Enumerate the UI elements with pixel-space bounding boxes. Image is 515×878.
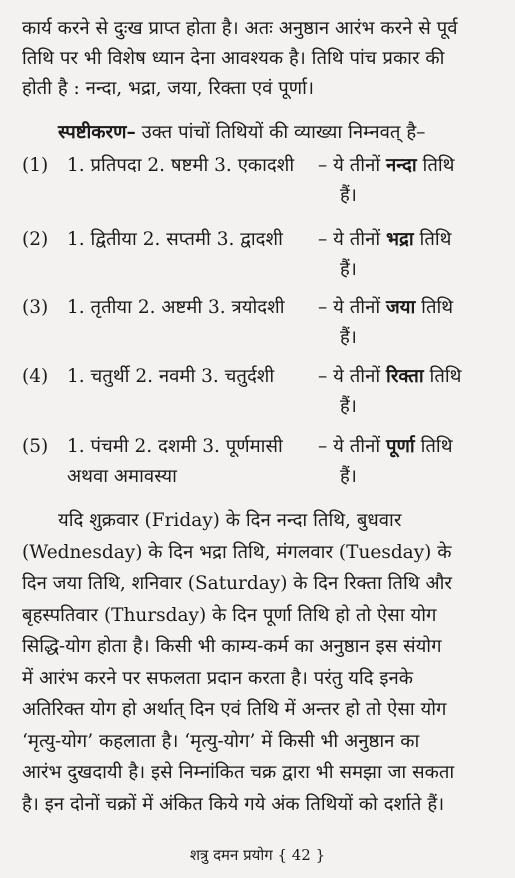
page-footer: शत्रु दमन प्रयोग { 42 } xyxy=(189,846,326,864)
body-paragraph xyxy=(22,505,496,820)
body-line: अतिरिक्त योग हो अर्थात् दिन एवं तिथि में अन्तर हो तो ऐसा योग xyxy=(22,699,447,720)
tithi-description-cont: हैं। xyxy=(340,327,357,348)
tithi-description-cont: हैं। xyxy=(340,185,357,206)
tithi-name: भद्रा xyxy=(386,229,414,250)
tithi-name: जया xyxy=(386,297,416,318)
clarification-term: स्पष्टीकरण– xyxy=(58,122,136,143)
clarification-text: उक्त पांचों तिथियों की व्याख्या निम्नवत् है– xyxy=(135,122,426,143)
tithi-description: – ये तीनों पूर्णा तिथि xyxy=(318,436,453,457)
body-line: है। इन दोनों चक्रों में अंकित किये गये अंक तिथियों को दर्शाते हैं। xyxy=(22,793,445,815)
tithi-list-cont: अथवा अमावस्या xyxy=(67,466,177,487)
tithi-description-cont: हैं। xyxy=(340,466,357,487)
intro-paragraph xyxy=(22,14,496,104)
intro-line: होती है : नन्दा, भद्रा, जया, रिक्ता एवं पूर्णा। xyxy=(22,78,314,99)
tithi-list: 1. प्रतिपदा 2. षष्टमी 3. एकादशी xyxy=(67,155,295,176)
body-line: दिन जया तिथि, शनिवार (Saturday) के दिन रिक्ता तिथि और xyxy=(22,573,452,594)
tithi-description-cont: हैं। xyxy=(340,396,357,417)
tithi-row-jaya xyxy=(22,294,502,354)
tithi-description: – ये तीनों भद्रा तिथि xyxy=(318,229,452,250)
row-number: (3) xyxy=(22,297,49,318)
body-line: यदि शुक्रवार (Friday) के दिन नन्दा तिथि, बुधवार xyxy=(58,510,402,531)
tithi-description: – ये तीनों नन्दा तिथि xyxy=(318,155,455,176)
tithi-description: – ये तीनों रिक्ता तिथि xyxy=(318,366,462,387)
tithi-row-nanda xyxy=(22,152,502,212)
body-line: आरंभ दुखदायी है। इसे निम्नांकित चक्र द्वारा भी समझा जा सकता xyxy=(22,762,455,783)
tithi-name: नन्दा xyxy=(386,155,417,176)
tithi-description: – ये तीनों जया तिथि xyxy=(318,297,454,318)
row-number: (4) xyxy=(22,366,49,387)
row-number: (2) xyxy=(22,229,49,250)
tithi-list: 1. चतुर्थी 2. नवमी 3. चतुर्दशी xyxy=(67,366,275,387)
body-line: ‘मृत्यु-योग’ कहलाता है। ‘मृत्यु-योग’ में किसी भी अनुष्ठान का xyxy=(22,730,420,752)
tithi-name: रिक्ता xyxy=(386,366,424,387)
row-number: (1) xyxy=(22,155,49,176)
tithi-row-bhadra xyxy=(22,226,502,286)
row-number: (5) xyxy=(22,436,49,457)
tithi-description-cont: हैं। xyxy=(340,259,357,280)
tithi-list: 1. द्वितीया 2. सप्तमी 3. द्वादशी xyxy=(67,229,283,250)
tithi-row-rikta xyxy=(22,363,502,423)
tithi-row-purna xyxy=(22,433,502,493)
tithi-list: 1. तृतीया 2. अष्टमी 3. त्रयोदशी xyxy=(67,297,285,318)
intro-line: कार्य करने से दुःख प्राप्त होता है। अतः अनुष्ठान आरंभ करने से पूर्व xyxy=(22,18,458,39)
body-line: (Wednesday) के दिन भद्रा तिथि, मंगलवार (Tuesday) के xyxy=(22,541,452,563)
body-line: सिद्धि-योग होता है। किसी भी काम्य-कर्म का अनुष्ठान इस संयोग xyxy=(22,636,442,657)
tithi-list: 1. पंचमी 2. दशमी 3. पूर्णमासी xyxy=(67,436,283,457)
clarification-heading xyxy=(58,118,425,148)
body-line: में आरंभ करने पर सफलता प्रदान करता है। परंतु यदि इनके xyxy=(22,667,413,689)
tithi-name: पूर्णा xyxy=(386,436,415,457)
body-line: बृहस्पतिवार (Thursday) के दिन पूर्णा तिथि हो तो ऐसा योग xyxy=(22,604,437,626)
intro-line: तिथि पर भी विशेष ध्यान देना आवश्यक है। तिथि पांच प्रकार की xyxy=(22,48,445,69)
